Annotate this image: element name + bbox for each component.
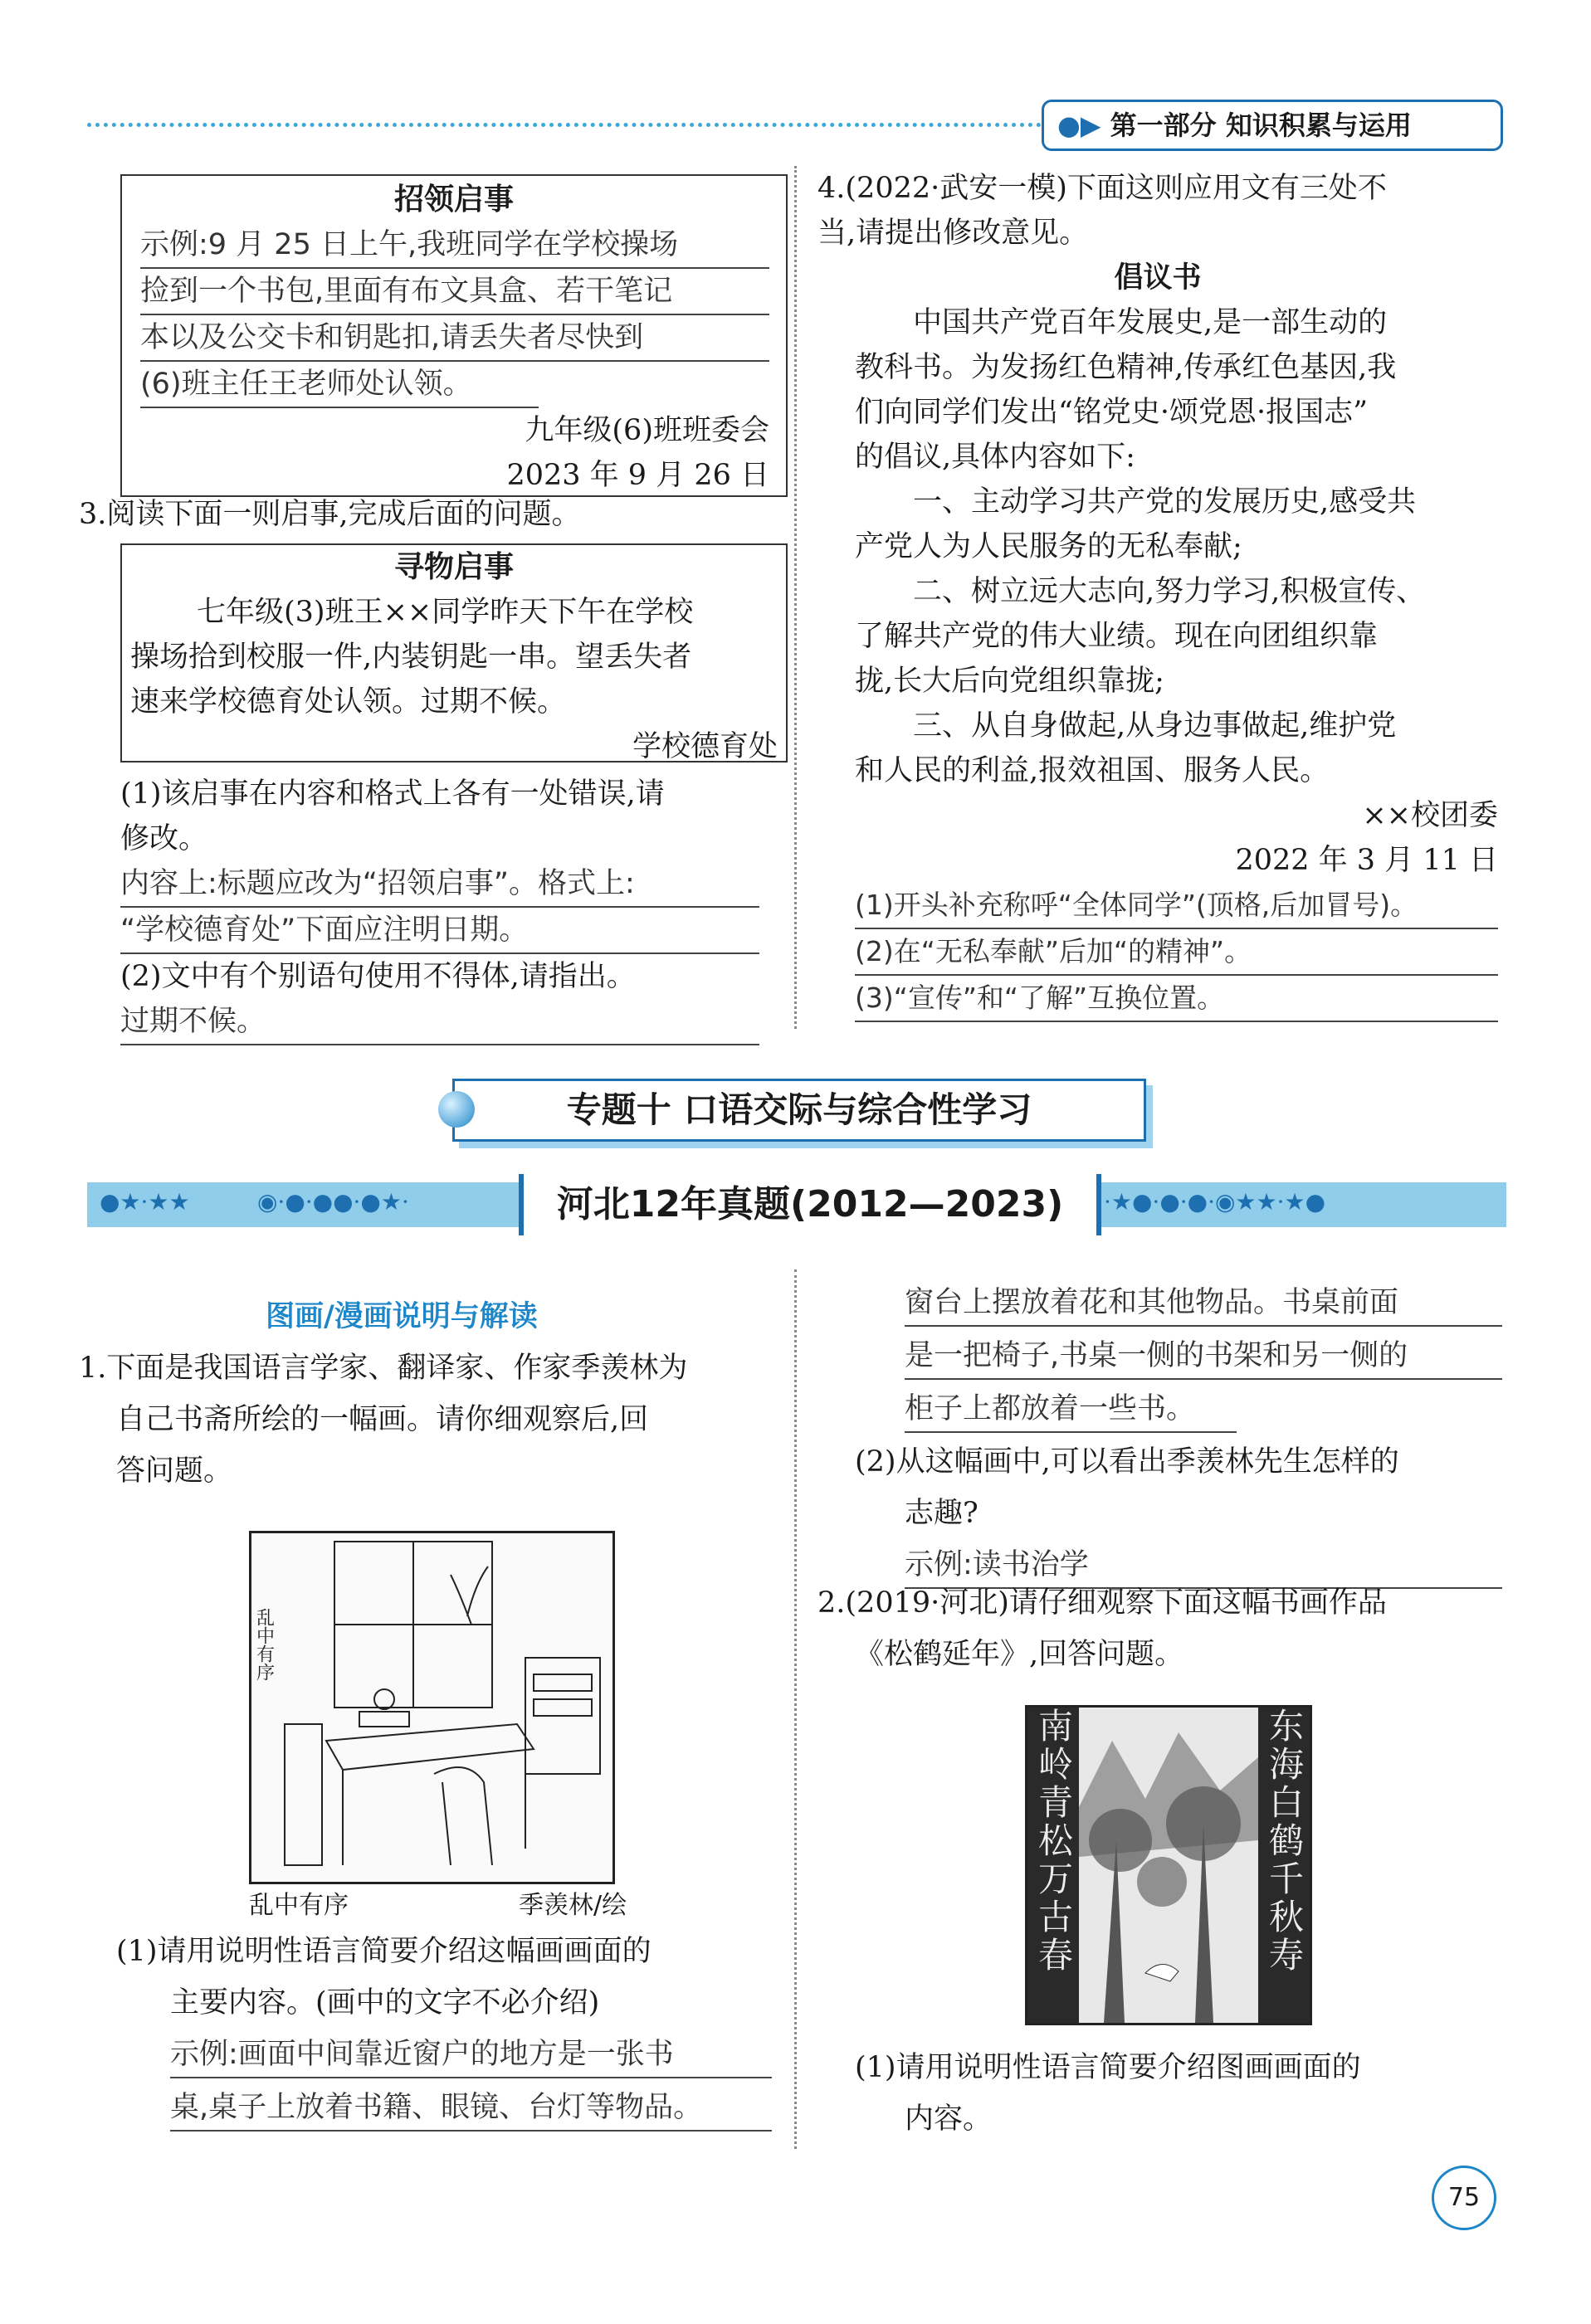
notice-line: 示例:9 月 25 日上午,我班同学在学校操场 — [140, 222, 769, 269]
couplet-right: 东海白鹤千秋寿 — [1264, 1708, 1305, 1975]
sub-question: (1)请用说明性语言简要介绍这幅画画面的 — [116, 1935, 652, 1968]
search-notice-box — [120, 543, 788, 762]
study-sketch-drawing — [251, 1533, 612, 1882]
lost-found-notice-box — [120, 174, 788, 497]
sub-question: 志趣? — [905, 1497, 979, 1530]
answer-line: 是一把椅子,书桌一侧的书架和另一侧的 — [905, 1333, 1502, 1380]
star-icon: ◉·●·●●·●★· — [257, 1188, 409, 1216]
proposal-line: 产党人为人民服务的无私奉献; — [855, 530, 1242, 563]
proposal-line: 三、从自身做起,从身边事做起,维护党 — [913, 709, 1397, 743]
notice-line: (6)班主任王老师处认领。 — [140, 362, 539, 408]
column-divider-bottom — [794, 1269, 797, 2149]
sub-question: (1)请用说明性语言简要介绍图画画面的 — [855, 2051, 1361, 2084]
proposal-date: 2022 年 3 月 11 日 — [1235, 844, 1498, 877]
notice-line: 本以及公交卡和钥匙扣,请丢失者尽快到 — [140, 315, 769, 362]
sub-question: 内容。 — [905, 2102, 993, 2136]
notice-line: 速来学校德育处认领。过期不候。 — [130, 685, 567, 719]
notice-line: 七年级(3)班王××同学昨天下午在学校 — [197, 596, 694, 629]
notice-line: 操场拾到校服一件,内装钥匙一串。望丢失者 — [130, 641, 692, 674]
notice-signer: 九年级(6)班班委会 — [525, 414, 769, 447]
caption-right: 季羡林/绘 — [519, 1891, 627, 1920]
subhead: 图画/漫画说明与解读 — [266, 1300, 538, 1333]
proposal-title: 倡议书 — [1114, 261, 1202, 295]
answer-line: 示例:画面中间靠近窗户的地方是一张书 — [170, 2032, 772, 2078]
notice-signer: 学校德育处 — [632, 730, 778, 763]
answer-line: 内容上:标题应改为“招领启事”。格式上: — [120, 861, 759, 908]
couplet-left: 南岭青松万古春 — [1033, 1708, 1074, 1975]
topic-banner — [452, 1079, 1146, 1142]
sub-question: 修改。 — [120, 822, 208, 855]
answer-line: 柜子上都放着一些书。 — [905, 1386, 1237, 1433]
answer-line: 示例:读书治学 — [905, 1542, 1502, 1589]
question-1-stem: 答问题。 — [116, 1454, 233, 1488]
couplet-left-scroll — [1027, 1708, 1079, 2023]
sketch-inscription: 乱中有序 — [253, 1608, 275, 1681]
proposal-line: 们向同学们发出“铭党史·颂党恩·报国志” — [855, 396, 1369, 429]
answer-line: “学校德育处”下面应注明日期。 — [120, 908, 759, 954]
column-divider-top — [794, 166, 797, 1029]
proposal-line: 了解共产党的伟大业绩。现在向团组织靠 — [855, 620, 1379, 653]
answer-line: 桌,桌子上放着书籍、眼镜、台灯等物品。 — [170, 2085, 772, 2132]
proposal-line: 一、主动学习共产党的发展历史,感受共 — [913, 485, 1417, 519]
band-title: 河北12年真题(2012—2023) — [519, 1174, 1101, 1235]
question-4-stem: 4.(2022·武安一模)下面这则应用文有三处不 — [817, 172, 1387, 205]
proposal-line: 教科书。为发扬红色精神,传承红色基因,我 — [855, 351, 1397, 384]
proposal-line: 的倡议,具体内容如下: — [855, 441, 1135, 474]
answer-line: (3)“宣传”和“了解”互换位置。 — [855, 976, 1498, 1022]
star-icon: ●★·★★ — [100, 1188, 190, 1216]
section-title: 第一部分 知识积累与运用 — [1110, 110, 1412, 141]
sub-question: (2)文中有个别语句使用不得体,请指出。 — [120, 960, 636, 993]
arrow-right-icon: ●▶ — [1057, 110, 1101, 141]
proposal-line: 和人民的利益,报效祖国、服务人民。 — [855, 754, 1330, 787]
notice-date: 2023 年 9 月 26 日 — [506, 459, 769, 492]
question-2-stem: 《松鹤延年》,回答问题。 — [855, 1638, 1184, 1671]
question-1-stem: 1.下面是我国语言学家、翻译家、作家季羡林为 — [79, 1352, 688, 1385]
question-4-stem: 当,请提出修改意见。 — [817, 217, 1089, 250]
caption-left: 乱中有序 — [249, 1891, 349, 1920]
proposal-line: 拢,长大后向党组织靠拢; — [855, 665, 1164, 698]
answer-line: 窗台上摆放着花和其他物品。书桌前面 — [905, 1280, 1502, 1327]
couplet-right-scroll — [1258, 1708, 1310, 2023]
answer-line: 过期不候。 — [120, 999, 759, 1045]
sub-question: 主要内容。(画中的文字不必介绍) — [170, 1986, 600, 2019]
question-2-stem: 2.(2019·河北)请仔细观察下面这幅书画作品 — [817, 1586, 1387, 1620]
sub-question: (1)该启事在内容和格式上各有一处错误,请 — [120, 777, 665, 811]
proposal-line: 二、树立远大志向,努力学习,积极宣传、 — [913, 575, 1426, 608]
ball-icon — [438, 1091, 475, 1128]
sub-question: (2)从这幅画中,可以看出季羡林先生怎样的 — [855, 1445, 1399, 1479]
notice-line: 捡到一个书包,里面有布文具盒、若干笔记 — [140, 269, 769, 315]
proposal-signer: ××校团委 — [1362, 799, 1498, 832]
study-sketch-image — [249, 1531, 615, 1884]
notice-title: 招领启事 — [393, 183, 514, 217]
proposal-line: 中国共产党百年发展史,是一部生动的 — [913, 306, 1388, 339]
notice-title: 寻物启事 — [393, 550, 514, 584]
question-1-stem: 自己书斋所绘的一幅画。请你细观察后,回 — [116, 1403, 649, 1436]
pine-crane-painting — [1025, 1705, 1312, 2025]
section-tag — [1042, 100, 1503, 151]
answer-line: (2)在“无私奉献”后加“的精神”。 — [855, 929, 1498, 976]
landscape-drawing — [1079, 1708, 1258, 2023]
header-dotted-rule — [87, 123, 1042, 127]
answer-line: (1)开头补充称呼“全体同学”(顶格,后加冒号)。 — [855, 883, 1498, 929]
question-3-stem: 3.阅读下面一则启事,完成后面的问题。 — [79, 498, 581, 531]
page-number: 75 — [1432, 2166, 1496, 2230]
topic-title: 专题十 口语交际与综合性学习 — [566, 1089, 1032, 1130]
star-icon: ·★●·●·●·◉★★·★● — [1104, 1188, 1326, 1216]
